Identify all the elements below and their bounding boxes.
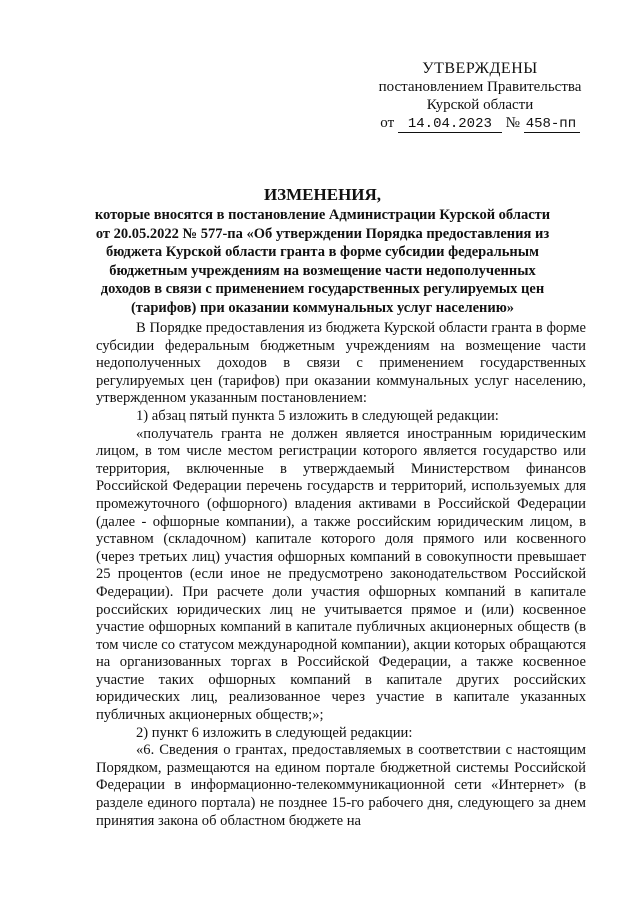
- paragraph-item-2-text: «6. Сведения о грантах, предоставляемых в соответствии с настоящим Порядком, размещаются на едином портале бюджетной системы Российской Федерации в информационно-телекоммуникационной сети «Интернет» (в разделе единого портала) не позднее 15-го рабочего дня, следующего за днем принятия закона об областном бюджете на: [96, 742, 586, 829]
- approval-number: 458-пп: [524, 117, 580, 133]
- approval-line-2: Курской области: [426, 97, 534, 113]
- paragraph-intro: В Порядке предоставления из бюджета Курской области гранта в форме субсидии федеральным бюджетным учреждениям на возмещение части недополученных доходов в связи с применением государственных регулируемых цен (тарифов) при оказании коммунальных услуг населению, утвержденном указанным постановлением:: [96, 320, 586, 407]
- approval-from-label: от: [380, 115, 395, 131]
- approval-stamp: [360, 60, 600, 133]
- title-main: ИЗМЕНЕНИЯ,: [263, 185, 382, 204]
- approval-heading: УТВЕРЖДЕНЫ: [422, 60, 538, 77]
- paragraph-item-1: 1) абзац пятый пункта 5 изложить в следующей редакции:: [136, 407, 499, 424]
- approval-line-1: постановлением Правительства: [378, 79, 582, 95]
- title-subtitle: которые вносятся в постановление Администрации Курской области от 20.05.2022 № 577-па «Об утверждении Порядка предоставления из бюджета Курской области гранта в форме субсидии федеральным бюджетным учреждениям на возмещение части недополученных доходов в связи с применением государственных регулируемых цен (тарифов) при оказании коммунальных услуг населению»: [94, 207, 551, 316]
- paragraph-item-2: 2) пункт 6 изложить в следующей редакции:: [136, 724, 413, 741]
- document-body: [96, 320, 586, 830]
- approval-date: 14.04.2023: [398, 117, 502, 133]
- approval-date-line: [360, 114, 600, 133]
- document-title: [90, 184, 555, 317]
- paragraph-item-1-text: «получатель гранта не должен является иностранным юридическим лицом, в том числе местом регистрации которого является государство или территория, включенные в утверждаемый Министерством финансов Российской Федерации перечень государств и территорий, используемых для промежуточного (офшорного) владения активами в Российской Федерации (далее - офшорные компании), а также российским юридическим лицом, в уставном (складочном) капитале которого доля прямого или косвенного (через третьих лиц) участия офшорных компаний в совокупности превышает 25 процентов (если иное не предусмотрено законодательством Российской Федерации). При расчете доли участия офшорных компаний в капитале российских юридических лиц не учитывается прямое и (или) косвенное участие офшорных компаний в капитале публичных акционерных обществ (в том числе со статусом международной компании), акции которых обращаются на организованных торгах в Российской Федерации, а также косвенное участие таких офшорных компаний в капитале других российских юридических лиц, реализованное через участие в капитале указанных публичных акционерных обществ;»;: [96, 425, 586, 724]
- approval-number-label: №: [505, 115, 520, 131]
